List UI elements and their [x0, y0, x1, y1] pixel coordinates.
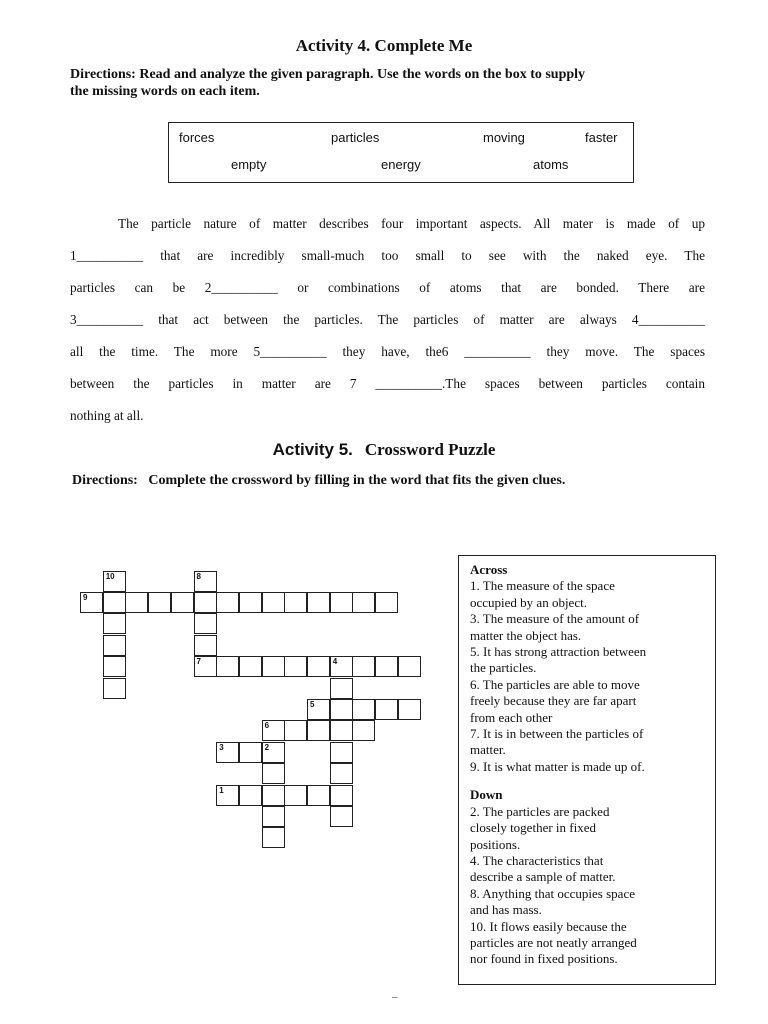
crossword-cell[interactable] — [216, 742, 239, 763]
page-footer-mark: – — [392, 992, 398, 1003]
crossword-cell[interactable] — [330, 785, 353, 806]
crossword-cell[interactable] — [307, 592, 330, 613]
crossword-cell[interactable] — [330, 742, 353, 763]
paragraph-line: nothing at all. — [70, 408, 144, 423]
crossword-cell[interactable] — [262, 742, 285, 763]
crossword-cell[interactable] — [103, 592, 126, 613]
clue-line: positions. — [470, 836, 521, 852]
crossword-cell[interactable] — [194, 613, 217, 634]
clue-box — [458, 555, 716, 985]
crossword-clue-number: 6 — [264, 721, 270, 731]
word-bank-item: atoms — [533, 157, 569, 172]
activity5-title-label: Activity 5. — [272, 440, 353, 459]
crossword-clue-number: 7 — [196, 657, 201, 667]
paragraph-line: 1__________ that are incredibly small-much too small to see with the naked eye. The — [70, 248, 705, 263]
crossword-cell[interactable] — [307, 720, 330, 741]
paragraph-line: 3__________ that act between the particles. The particles of matter are always 4__________ — [70, 312, 705, 327]
crossword-cell[interactable] — [307, 699, 330, 720]
clue-line: the particles. — [470, 660, 537, 676]
crossword-cell[interactable] — [216, 656, 239, 677]
crossword-cell[interactable] — [125, 592, 148, 613]
crossword-cell[interactable] — [284, 720, 307, 741]
crossword-clue-number: 1 — [219, 785, 224, 795]
activity4-title: Activity 4. Complete Me — [295, 36, 473, 55]
crossword-clue-number: 8 — [196, 571, 201, 581]
clue-line: 6. The particles are able to move — [470, 676, 640, 692]
clue-line: 10. It flows easily because the — [470, 918, 627, 934]
crossword-cell[interactable] — [194, 592, 217, 613]
crossword-cell[interactable] — [352, 592, 375, 613]
activity5-directions: Directions: Complete the crossword by filling in the word that fits the given clues. — [72, 473, 566, 488]
crossword-clue-number: 2 — [264, 742, 270, 752]
crossword-cell[interactable] — [284, 592, 307, 613]
clue-line: 9. It is what matter is made up of. — [470, 758, 645, 774]
word-bank-item: faster — [585, 130, 618, 145]
crossword-cell[interactable] — [216, 785, 239, 806]
crossword-cell[interactable] — [103, 613, 126, 634]
crossword-cell[interactable] — [148, 592, 171, 613]
crossword-clue-number: 5 — [310, 700, 315, 709]
crossword-cell[interactable] — [194, 571, 217, 592]
clue-line: 4. The characteristics that — [470, 852, 604, 868]
crossword-cell[interactable] — [398, 656, 421, 677]
across-clue-list — [470, 578, 707, 775]
crossword-cell[interactable] — [307, 656, 330, 677]
crossword-cell[interactable] — [352, 656, 375, 677]
clue-line: matter the object has. — [470, 627, 582, 643]
crossword-clue-number: 10 — [105, 571, 115, 581]
clue-line: from each other — [470, 709, 553, 725]
crossword-cell[interactable] — [330, 763, 353, 784]
crossword-cell[interactable] — [284, 785, 307, 806]
crossword-cell[interactable] — [352, 699, 375, 720]
clue-line: occupied by an object. — [470, 594, 587, 610]
crossword-cell[interactable] — [330, 656, 353, 677]
crossword-cell[interactable] — [398, 699, 421, 720]
crossword-cell[interactable] — [262, 763, 285, 784]
crossword-cell[interactable] — [352, 720, 375, 741]
crossword-cell[interactable] — [330, 699, 353, 720]
crossword-cell[interactable] — [284, 656, 307, 677]
paragraph-line: between the particles in matter are 7 __________.The spaces between particles contain — [70, 376, 705, 391]
crossword-cell[interactable] — [262, 592, 285, 613]
clue-line: particles are not neatly arranged — [470, 934, 637, 950]
crossword-cell[interactable] — [103, 571, 126, 592]
paragraph-line: particles can be 2__________ or combinations of atoms that are bonded. There are — [70, 280, 705, 295]
clue-line: describe a sample of matter. — [470, 869, 616, 885]
word-bank-item: moving — [483, 130, 525, 145]
word-bank-item: empty — [231, 157, 267, 172]
crossword-cell[interactable] — [262, 827, 285, 848]
crossword-cell[interactable] — [262, 806, 285, 827]
crossword-cell[interactable] — [171, 592, 194, 613]
clue-line: freely because they are far apart — [470, 693, 637, 709]
activity4-directions-line2: the missing words on each item. — [70, 84, 260, 99]
clue-line: 2. The particles are packed — [470, 803, 610, 819]
crossword-cell[interactable] — [375, 592, 398, 613]
crossword-clue-number: 3 — [219, 742, 224, 752]
crossword-clue-number: 4 — [332, 657, 338, 667]
crossword-cell[interactable] — [330, 806, 353, 827]
word-bank-item: particles — [331, 130, 380, 145]
clue-line: 5. It has strong attraction between — [470, 644, 647, 660]
clue-line: and has mass. — [470, 902, 542, 918]
crossword-cell[interactable] — [375, 699, 398, 720]
crossword-cell[interactable] — [194, 656, 217, 677]
clue-line: 3. The measure of the amount of — [470, 611, 640, 627]
crossword-cell[interactable] — [103, 678, 126, 699]
crossword-cell[interactable] — [307, 785, 330, 806]
word-bank-item: forces — [179, 130, 215, 145]
crossword-cell[interactable] — [375, 656, 398, 677]
clue-line: 7. It is in between the particles of — [470, 726, 644, 742]
clue-line: matter. — [470, 742, 506, 758]
crossword-cell[interactable] — [239, 592, 262, 613]
crossword-cell[interactable] — [330, 592, 353, 613]
crossword-cell[interactable] — [239, 785, 262, 806]
clue-line: closely together in fixed — [470, 820, 596, 836]
paragraph-line: The particle nature of matter describes four important aspects. All mater is made of up — [118, 216, 705, 231]
crossword-clue-number: 9 — [83, 593, 88, 602]
down-heading: Down — [470, 787, 503, 803]
clue-line: 8. Anything that occupies space — [470, 885, 635, 901]
crossword-cell[interactable] — [80, 592, 103, 613]
clue-line: nor found in fixed positions. — [470, 951, 618, 967]
activity4-directions-line1: Directions: Read and analyze the given paragraph. Use the words on the box to supply — [70, 67, 586, 82]
crossword-cell[interactable] — [330, 678, 353, 699]
crossword-cell[interactable] — [262, 785, 285, 806]
activity5-title-name: Crossword Puzzle — [364, 440, 496, 459]
across-heading: Across — [470, 562, 508, 577]
crossword-cell[interactable] — [216, 592, 239, 613]
crossword-cell[interactable] — [239, 742, 262, 763]
crossword-cell[interactable] — [262, 656, 285, 677]
crossword-cell[interactable] — [194, 635, 217, 656]
clue-line: 1. The measure of the space — [470, 578, 615, 594]
crossword-cell[interactable] — [330, 720, 353, 741]
paragraph-line: all the time. The more 5__________ they have, the6 __________ they move. The spaces — [70, 344, 705, 359]
crossword-cell[interactable] — [262, 720, 285, 741]
crossword-cell[interactable] — [103, 656, 126, 677]
crossword-cell[interactable] — [103, 635, 126, 656]
down-clue-list — [470, 804, 707, 968]
crossword-cell[interactable] — [239, 656, 262, 677]
word-bank-item: energy — [381, 157, 421, 172]
